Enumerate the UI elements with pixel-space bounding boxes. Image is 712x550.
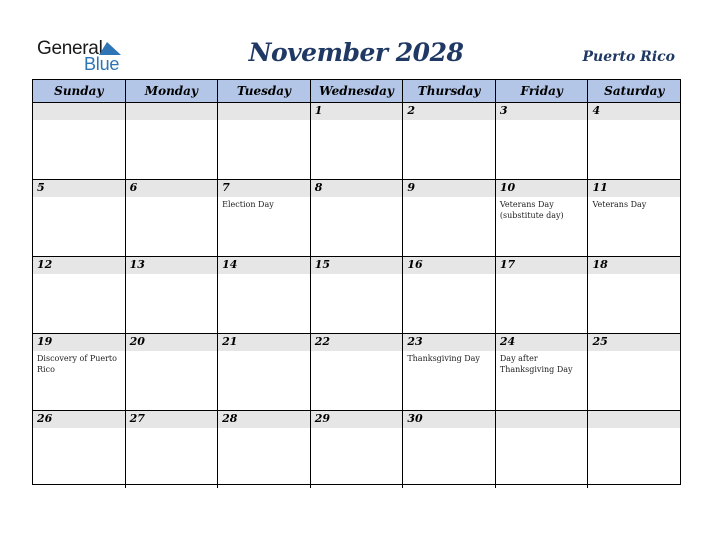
day-cell bbox=[126, 257, 219, 333]
weekday-wednesday: Wednesday bbox=[311, 80, 404, 102]
day-number-band bbox=[311, 103, 403, 120]
logo-word-blue: Blue bbox=[84, 54, 120, 74]
holiday-label: Election Day bbox=[222, 200, 274, 209]
day-number-band bbox=[126, 180, 218, 197]
calendar-title: November 2028 bbox=[248, 38, 464, 67]
weekday-monday: Monday bbox=[126, 80, 219, 102]
day-number: 15 bbox=[314, 258, 331, 271]
day-cell bbox=[311, 411, 404, 488]
day-cell bbox=[126, 411, 219, 488]
day-number: 11 bbox=[592, 181, 608, 194]
day-number: 21 bbox=[222, 335, 238, 348]
day-cell bbox=[218, 257, 311, 333]
region-label: Puerto Rico bbox=[582, 49, 675, 65]
day-number: 26 bbox=[37, 412, 53, 425]
day-number: 18 bbox=[592, 258, 608, 271]
day-cell bbox=[496, 103, 589, 179]
day-number-band bbox=[496, 411, 588, 428]
day-cell bbox=[311, 103, 404, 179]
holiday-label: Veterans Day bbox=[592, 200, 647, 209]
day-cell bbox=[126, 180, 219, 256]
day-number-band bbox=[588, 411, 680, 428]
day-number: 20 bbox=[129, 335, 145, 348]
day-cell bbox=[403, 334, 496, 410]
weekday-saturday: Saturday bbox=[604, 84, 665, 98]
day-number: 19 bbox=[37, 335, 53, 348]
day-number: 6 bbox=[129, 181, 138, 194]
weekday-header bbox=[33, 80, 680, 103]
holiday-label: Day after Thanksgiving Day bbox=[499, 354, 573, 374]
day-number: 29 bbox=[314, 412, 331, 425]
day-number-band bbox=[496, 103, 588, 120]
day-cell bbox=[126, 334, 219, 410]
day-cell bbox=[33, 180, 126, 256]
day-number-band bbox=[33, 103, 125, 120]
day-cell bbox=[126, 103, 219, 179]
holiday-label: Veterans Day (substitute day) bbox=[499, 200, 564, 220]
day-number: 7 bbox=[222, 181, 230, 194]
day-cell bbox=[496, 180, 589, 256]
weekday-sunday: Sunday bbox=[33, 80, 126, 102]
day-cell bbox=[33, 257, 126, 333]
weekday-tuesday: Tuesday bbox=[218, 80, 311, 102]
day-number: 28 bbox=[222, 412, 238, 425]
day-cell bbox=[218, 103, 311, 179]
day-number: 16 bbox=[407, 258, 423, 271]
day-number-band bbox=[403, 180, 495, 197]
day-number: 2 bbox=[407, 104, 415, 117]
holiday-label: Discovery of Puerto Rico bbox=[37, 354, 117, 374]
day-number-band bbox=[126, 103, 218, 120]
day-number-band bbox=[588, 103, 680, 120]
day-cell bbox=[33, 103, 126, 179]
week-rows bbox=[33, 103, 680, 488]
day-number: 27 bbox=[129, 412, 145, 425]
day-number: 3 bbox=[499, 104, 508, 117]
day-cell bbox=[403, 257, 496, 333]
day-number: 17 bbox=[499, 258, 516, 271]
day-number: 12 bbox=[37, 258, 53, 271]
day-cell bbox=[588, 257, 680, 333]
day-number: 4 bbox=[592, 104, 601, 117]
day-number: 25 bbox=[592, 335, 608, 348]
day-cell bbox=[403, 180, 496, 256]
day-number: 14 bbox=[222, 258, 238, 271]
day-number-band bbox=[218, 180, 310, 197]
day-cell bbox=[218, 334, 311, 410]
weekday-thursday: Thursday bbox=[403, 80, 496, 102]
day-cell bbox=[588, 411, 680, 488]
day-number: 1 bbox=[314, 104, 323, 117]
day-number-band bbox=[403, 103, 495, 120]
week-row bbox=[33, 180, 680, 257]
week-row bbox=[33, 334, 680, 411]
day-number: 24 bbox=[499, 335, 516, 348]
day-number: 23 bbox=[407, 335, 423, 348]
day-cell bbox=[588, 103, 680, 179]
day-number: 13 bbox=[129, 258, 145, 271]
day-number: 22 bbox=[314, 335, 331, 348]
day-cell bbox=[218, 411, 311, 488]
day-cell bbox=[496, 257, 589, 333]
day-number-band bbox=[218, 103, 310, 120]
day-cell bbox=[33, 411, 126, 488]
day-cell bbox=[33, 334, 126, 410]
day-cell bbox=[403, 103, 496, 179]
day-cell bbox=[588, 180, 680, 256]
logo-word-general: General bbox=[37, 38, 103, 59]
day-number: 5 bbox=[37, 181, 45, 194]
day-number: 8 bbox=[314, 181, 323, 194]
week-row bbox=[33, 257, 680, 334]
day-cell bbox=[311, 334, 404, 410]
day-cell bbox=[218, 180, 311, 256]
week-row bbox=[33, 411, 680, 488]
day-cell bbox=[588, 334, 680, 410]
day-cell bbox=[496, 411, 589, 488]
weekday-friday: Friday bbox=[496, 80, 589, 102]
day-cell bbox=[311, 180, 404, 256]
day-number-band bbox=[33, 180, 125, 197]
day-number: 30 bbox=[407, 412, 423, 425]
calendar-grid bbox=[32, 79, 681, 485]
week-row bbox=[33, 103, 680, 180]
day-cell bbox=[403, 411, 496, 488]
day-number-band bbox=[311, 180, 403, 197]
day-cell bbox=[311, 257, 404, 333]
holiday-label: Thanksgiving Day bbox=[407, 354, 480, 363]
day-cell bbox=[496, 334, 589, 410]
day-number: 9 bbox=[407, 181, 415, 194]
day-number: 10 bbox=[499, 181, 516, 194]
